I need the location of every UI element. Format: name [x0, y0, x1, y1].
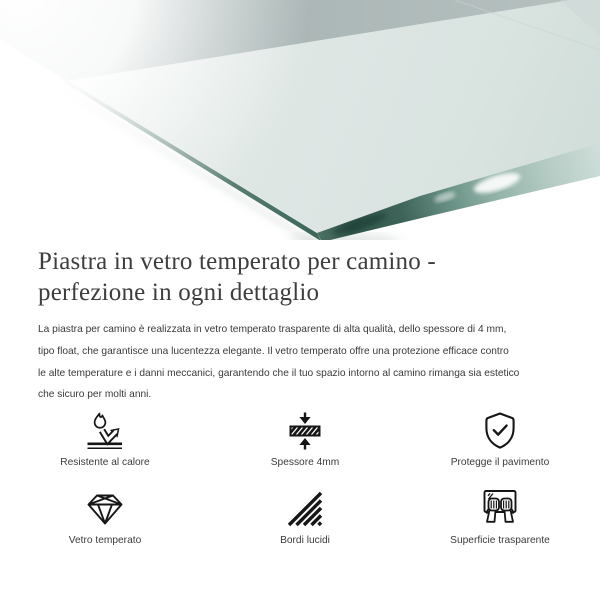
intro-line: che sicuro per molti anni.	[38, 389, 152, 401]
feature-label: Bordi lucidi	[280, 535, 330, 547]
feature-item-floor-protection	[400, 409, 600, 470]
feature-item-tempered-glass	[0, 487, 210, 548]
polished-edges-icon	[286, 487, 324, 531]
feature-label: Spessore 4mm	[270, 457, 340, 469]
heat-resistant-icon	[86, 409, 124, 453]
intro-line: le alte temperature e i danni meccanici, garantendo che il tuo spazio intorno al camino rimanga sia estetico	[38, 367, 520, 379]
feature-item-polished-edges	[210, 487, 400, 548]
feature-label: Superficie trasparente	[450, 535, 550, 547]
page-title	[38, 246, 580, 308]
diamond-icon	[85, 487, 125, 531]
feature-item-heat-resistant	[0, 409, 210, 470]
glass-sheet-illustration	[0, 0, 600, 240]
feature-label: Vetro temperato	[68, 535, 142, 547]
page-title-line-1: Piastra in vetro temperato per camino -	[38, 248, 436, 275]
feature-label: Resistente al calore	[60, 457, 150, 469]
intro-line: La piastra per camino è realizzata in vetro temperato trasparente di alta qualità, dello spessore di 4 mm,	[38, 324, 507, 335]
feature-grid	[0, 409, 600, 548]
feature-row-1	[0, 409, 600, 470]
feature-item-thickness	[210, 409, 400, 470]
shield-check-icon	[480, 409, 520, 453]
feature-row-2	[0, 487, 600, 548]
intro-line: tipo float, che garantisce una lucentezza elegante. Il vetro temperato offre una protezione efficace contro	[38, 345, 509, 357]
description-section	[0, 240, 600, 406]
feature-label: Protegge il pavimento	[450, 457, 550, 469]
hands-on-surface-icon	[477, 487, 523, 531]
intro-paragraph	[38, 319, 580, 406]
hero-image	[0, 0, 600, 240]
feature-item-transparent-surface	[400, 487, 600, 548]
thickness-4mm-icon	[286, 409, 324, 453]
page-title-line-2: perfezione in ogni dettaglio	[38, 279, 320, 306]
